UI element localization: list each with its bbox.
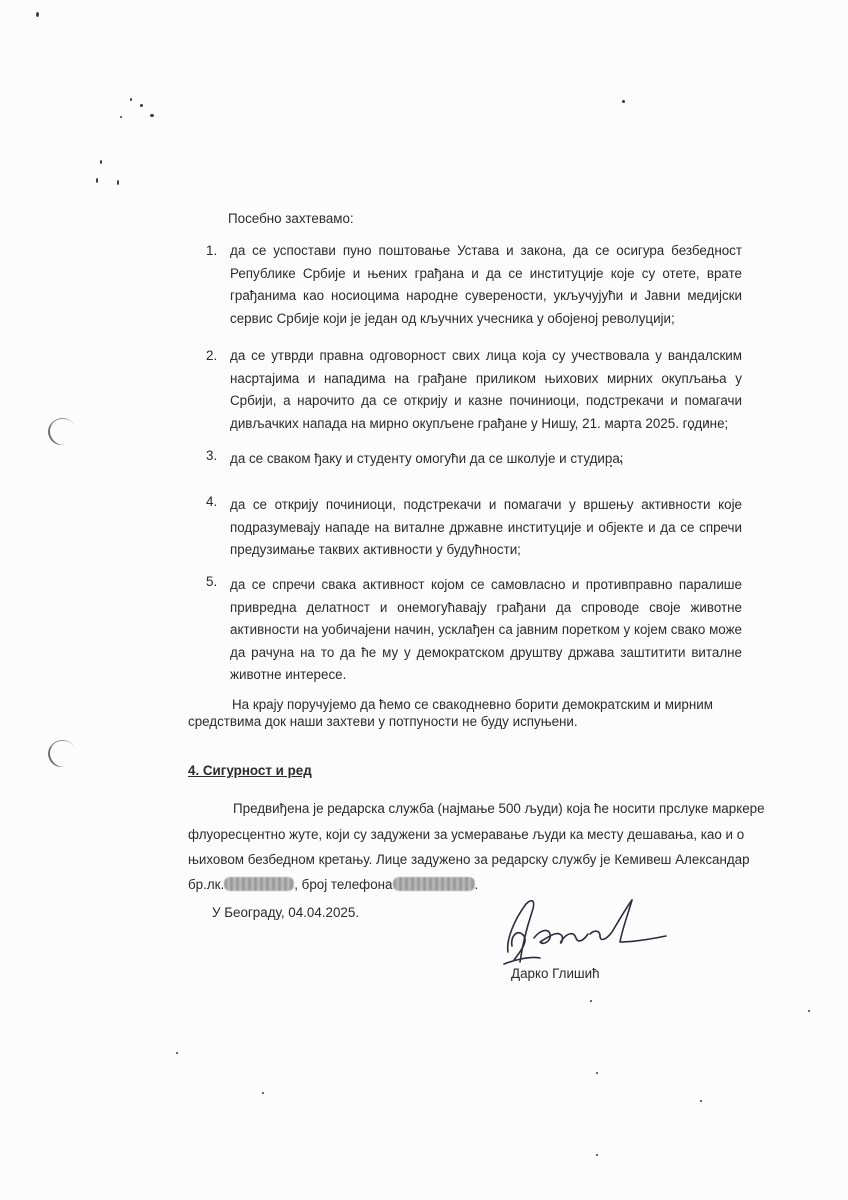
item-number: 4.: [206, 494, 218, 509]
list-item-4: [230, 494, 742, 562]
item-line: да се спречи свака активност којом се самовласно и противправно паралише: [230, 577, 742, 592]
scan-speck: [150, 114, 154, 117]
item-number: 5.: [206, 574, 218, 589]
scan-speck: [262, 1092, 264, 1094]
item-line: Републике Србије и њених грађана и да се институције које су отете, врате: [230, 265, 742, 281]
list-item-1: [230, 240, 742, 330]
section-line-3: њиховом безбедном кретању. Лице задужено за редарску службу је Кемивеш Александар: [188, 852, 750, 867]
signatory-name: Дарко Глишић: [511, 966, 600, 981]
scan-speck: [130, 98, 132, 101]
item-number: 3.: [206, 448, 218, 463]
item-line: да се утврди правна одговорност свих лица која су учествовала у вандалским: [230, 348, 742, 363]
scan-speck: [96, 178, 98, 183]
item-line: животне интересе.: [230, 667, 347, 682]
item-line: подразумевају нападе на виталне државне институције и објекте и да се спречи: [230, 519, 742, 535]
scan-speck: [590, 1000, 592, 1002]
scan-speck: [176, 1052, 178, 1054]
scan-speck: [596, 1154, 598, 1156]
id-line: [188, 876, 478, 893]
redacted-phone-number: [393, 877, 475, 891]
redacted-id-number: [224, 877, 294, 891]
item-line: привредна делатност и онемогућавају грађани да спроводе своје животне: [230, 599, 742, 615]
id-prefix: бр.лк.: [188, 877, 225, 892]
item-number: 2.: [206, 348, 218, 363]
scan-speck: [117, 180, 119, 185]
place-date: У Београду, 04.04.2025.: [212, 905, 360, 920]
closing-line-2: средствима док наши захтеви у потпуности не буду испуњени.: [188, 714, 578, 729]
item-line: напада на мирно окупљене грађане у Нишу, 21. марта 2025. године;: [302, 415, 729, 431]
scan-speck: [622, 100, 625, 103]
item-number: 1.: [206, 243, 218, 258]
scan-speck: [700, 1100, 702, 1102]
item-line: предузимање таквих активности у будућности;: [230, 542, 521, 557]
item-line: насртајима и нападима на грађане приликом њихових мирних окупљања у Србији,: [230, 370, 742, 408]
list-item-2: [230, 345, 742, 435]
id-line-end: .: [474, 877, 479, 892]
list-item-3: да се сваком ђаку и студенту омогући да се школује и студира;: [230, 451, 624, 466]
intro-text: Посебно захтевамо:: [228, 211, 354, 226]
item-line: да се открију починиоци, подстрекачи и помагачи у вршењу активности које: [230, 497, 742, 512]
punch-hole-bottom: [44, 736, 80, 771]
scan-speck: [596, 1072, 598, 1074]
scan-speck: [36, 12, 39, 17]
scan-speck: [120, 116, 122, 118]
scan-speck: [100, 160, 102, 164]
item-line: грађанима као носиоцима народне суверености, укључујући и Јавни медијски: [230, 288, 742, 303]
item-line: да рачуна на то да ће му у демократском друштву држава заштитити виталне: [230, 644, 742, 660]
section-line-1: Предвиђена је редарска служба (најмање 500 људи) која ће носити прслуке маркере: [233, 801, 765, 816]
punch-hole-top: [44, 414, 80, 449]
section-heading: 4. Сигурност и ред: [188, 763, 312, 778]
item-line: а нарочито да се открију и казне починиоци, подстрекачи и помагачи дивљачких: [230, 393, 742, 431]
list-item-5: [230, 574, 742, 687]
closing-line-1: На крају поручујемо да ћемо се свакодневно борити демократским и мирним: [232, 697, 713, 712]
scan-speck: [140, 104, 143, 107]
item-line: активности на уобичајени начин, усклађен са јавним поретком у којем свако може: [230, 622, 742, 637]
section-line-2: флуоресцентно жуте, који су задужени за усмеравање људи ка месту дешавања, као и о: [188, 827, 745, 842]
scan-speck: [808, 1010, 810, 1012]
item-line: да се успостави пуно поштовање Устава и закона, да се осигура безбедност: [230, 243, 742, 258]
item-line: сервис Србије који је један од кључних учесника у обојеној револуцији;: [230, 310, 675, 326]
phone-label: , број телефона: [294, 877, 393, 892]
